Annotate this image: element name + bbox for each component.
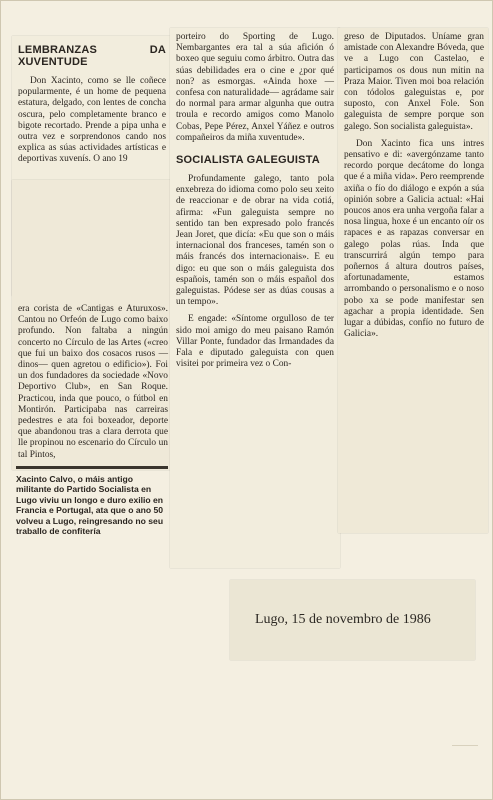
caption-rule (16, 466, 168, 469)
paragraph-engade: E engade: «Síntome orgulloso de ter sido moi amigo do meu paisano Ramón Villar Ponte, fundador das Irmandades da Fala e diputado galeguista con quen visitei por primeira vez o Con- (176, 314, 334, 370)
headline-lembranzas: LEMBRANZAS DA XUVENTUDE (18, 44, 166, 68)
paragraph-middle-top: porteiro do Sporting de Lugo. Nembargantes era tal a súa afición ó boxeo que seguiu como árbitro. Outra das súas debilidades era o cine e ¿por qué non? as esmorgas. «Ainda hoxe —confesa con naturalidade— agrádame sair do normal para armar algunha que outra troula e recordo amigos como Manolo Cobas, Pepe Pérez, Anxel Yáñez e outros compañeiros da miña xuventude». (176, 32, 334, 143)
column-right (344, 32, 484, 346)
column-left-top (18, 44, 166, 172)
photo-caption: Xacinto Calvo, o máis antigo militante do Partido Socialista en Lugo viviu un longo e duro exilio en Francia e Portugal, ata que o ano 50 volveu a Lugo, reingresando no seu traballo de confitería (16, 474, 164, 537)
headline-socialista-galeguista: SOCIALISTA GALEGUISTA (176, 154, 320, 167)
paragraph-right-bottom: Don Xacinto fica uns intres pensativo e di: «avergónzame tanto recordo porque decátome do longa que é a miña vida». Pero reemprende axiña o fío do diálogo e expón a súa opinión sobre a Galicia actual: «Hai poucos anos era unha vergoña falar a nosa lingua, hoxe é un encanto oír os rapaces e as rapazas conversar en galego polas rúas. Inda que transcurrirá algún tempo para poñernos á altura doutros países, afortunadamente, estamos arrombando o personalismo e o noso pobo xa se pode manifestar sen agachar a propia identidade. Sen lugar a dúbidas, confío no futuro de Galicia». (344, 138, 484, 340)
paper-corner-mark (452, 745, 478, 768)
paragraph-continued: era corista de «Cantigas e Aturuxos». Cantou no Orfeón de Lugo como baixo profundo. Non faltaba a ningún concerto no Círculo de las Artes («creo que fui un baixo dos cosacos rusos —dinos— quen agretou o edificio»). Foi un dos fundadores da sociedade «Novo Deportivo Club», en San Roque. Practicou, inda que pouco, o fútbol en Montirón. Participaba nas carreiras pedestres e ata foi boxeador, deporte que abandonou tras a clara derrota que lle propinou no escenario do Círculo un tal Pintos, (18, 304, 168, 460)
paragraph-right-top: greso de Diputados. Uníame gran amistade con Alexandre Bóveda, que ve a Lugo con Castelao, e participamos os dous nun mitin na Praza Maior. Tiven moi boa relación con tódolos galeguistas e, por suposto, con Anxel Fole. Son galeguista de sempre porque son galego. Son socialista galeguista». (344, 32, 484, 132)
dateline: Lugo, 15 de novembro de 1986 (255, 612, 431, 627)
column-left-bottom (18, 304, 168, 467)
paragraph-galeguista: Profundamente galego, tanto pola enxebreza do idioma como polo seu xeito de reaccionar e de obrar na vida cotiá, afirma: «Fun galeguista sempre no sentido tan ben expresado polo francés Jean Joret, que dicía: «Eu que son o máis internacional dos franceses, tamén son o máis francés dos internacionais». E eu digo: eu que son o máis galeguista dos españois, tamén son o máis español dos galeguistas. Pódese ser as dúas cousas a un tempo». (176, 174, 334, 308)
column-middle (176, 32, 334, 376)
paragraph-intro: Don Xacinto, como se lle coñece popularmente, é un home de pequena estatura, delgado, con lentes de concha oscura, pelo completamente branco e bigote recortado. Prende a pipa unha e outra vez e sorprendonos cando nos explica as súas actividades artísticas e deportivas xuvenís. O ano 19 (18, 76, 166, 165)
